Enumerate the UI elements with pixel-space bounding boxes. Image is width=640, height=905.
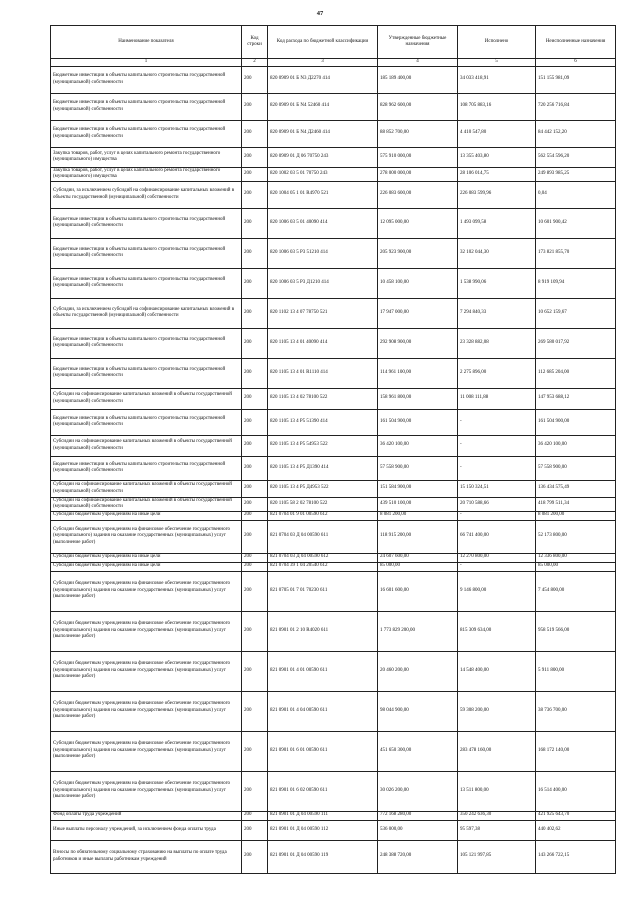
row-executed-amount: 95 597,38 bbox=[458, 820, 536, 840]
row-budget-classification: 820 1006 03 5 P3 Д1210 414 bbox=[268, 268, 378, 298]
row-executed-amount: 20 710 588,66 bbox=[458, 497, 536, 511]
table-row bbox=[51, 731, 616, 771]
row-budget-classification: 820 1105 13 4 P5 Д4953 522 bbox=[268, 480, 378, 497]
row-executed-amount: 34 033 418,91 bbox=[458, 66, 536, 93]
row-budget-classification: 821 0901 01 4 01 00590 611 bbox=[268, 651, 378, 691]
row-unexecuted-amount: 85 000,00 bbox=[536, 562, 616, 571]
row-indicator-name: Бюджетные инвестиции в объекты капитального строительства государственной (муниципальной) собственности bbox=[51, 93, 242, 120]
row-approved-amount: 16 601 600,00 bbox=[378, 571, 458, 611]
row-budget-classification: 820 1105 58 2 02 78100 522 bbox=[268, 497, 378, 511]
table-row bbox=[51, 651, 616, 691]
row-unexecuted-amount: 958 519 566,00 bbox=[536, 611, 616, 651]
row-approved-amount: 536 000,00 bbox=[378, 820, 458, 840]
row-budget-classification: 821 0901 01 Д 04 00590 119 bbox=[268, 840, 378, 873]
row-indicator-name: Фонд оплаты труда учреждений bbox=[51, 811, 242, 820]
row-budget-classification: 821 0901 01 Д 04 00590 112 bbox=[268, 820, 378, 840]
row-budget-classification: 820 1002 03 5 01 70750 243 bbox=[268, 167, 378, 181]
table-row bbox=[51, 120, 616, 147]
row-line-code: 200 bbox=[242, 771, 268, 811]
row-unexecuted-amount: 12 336 800,00 bbox=[536, 553, 616, 562]
header-approved: Утвержденные бюджетные назначения bbox=[378, 26, 458, 59]
row-indicator-name: Субсидии бюджетным учреждениям на финансовое обеспечение государственного (муниципального) задания на оказание государственных (муниципальных) услуг (выполнение работ) bbox=[51, 611, 242, 651]
row-line-code: 200 bbox=[242, 456, 268, 480]
row-budget-classification: 820 1105 13 4 P5 Д1390 414 bbox=[268, 456, 378, 480]
row-budget-classification: 820 1105 13 4 P5 51390 414 bbox=[268, 409, 378, 435]
table-row bbox=[51, 93, 616, 120]
header-row bbox=[51, 26, 616, 59]
table-row bbox=[51, 497, 616, 511]
row-approved-amount: 248 388 720,00 bbox=[378, 840, 458, 873]
row-unexecuted-amount: 52 173 800,00 bbox=[536, 520, 616, 553]
table-row bbox=[51, 435, 616, 456]
row-budget-classification: 820 0909 01 Д 06 70750 243 bbox=[268, 147, 378, 167]
row-budget-classification: 820 0909 01 Б N4 52460 414 bbox=[268, 93, 378, 120]
column-number: 1 bbox=[51, 59, 242, 67]
table-row bbox=[51, 208, 616, 238]
row-executed-amount: - bbox=[458, 435, 536, 456]
row-indicator-name: Взносы по обязательному социальному страхованию на выплаты по оплате труда работников и иные выплаты работникам учреждений bbox=[51, 840, 242, 873]
row-executed-amount: 105 121 997,85 bbox=[458, 840, 536, 873]
row-budget-classification: 820 1105 13 4 P5 54953 522 bbox=[268, 435, 378, 456]
table-row bbox=[51, 167, 616, 181]
row-indicator-name: Субсидии бюджетным учреждениям на иные цели bbox=[51, 553, 242, 562]
row-unexecuted-amount: 36 420 100,00 bbox=[536, 435, 616, 456]
row-line-code: 200 bbox=[242, 562, 268, 571]
row-approved-amount: 114 961 100,00 bbox=[378, 358, 458, 388]
row-line-code: 200 bbox=[242, 238, 268, 268]
row-approved-amount: 12 095 000,00 bbox=[378, 208, 458, 238]
row-unexecuted-amount: 5 911 800,00 bbox=[536, 651, 616, 691]
row-unexecuted-amount: 269 580 017,92 bbox=[536, 328, 616, 358]
table-body bbox=[51, 66, 616, 873]
row-executed-amount: 28 106 014,75 bbox=[458, 167, 536, 181]
row-approved-amount: 451 650 300,00 bbox=[378, 731, 458, 771]
row-indicator-name: Бюджетные инвестиции в объекты капитального строительства государственной (муниципальной) собственности bbox=[51, 456, 242, 480]
row-executed-amount: - bbox=[458, 456, 536, 480]
row-unexecuted-amount: 8 081 200,00 bbox=[536, 511, 616, 520]
row-budget-classification: 820 0909 01 Б N3 Д2270 414 bbox=[268, 66, 378, 93]
row-unexecuted-amount: 440 402,62 bbox=[536, 820, 616, 840]
row-line-code: 200 bbox=[242, 731, 268, 771]
row-budget-classification: 820 1006 03 5 01 40090 414 bbox=[268, 208, 378, 238]
header-executed: Исполнено bbox=[458, 26, 536, 59]
row-budget-classification: 821 0704 03 Д 04 00590 612 bbox=[268, 553, 378, 562]
row-unexecuted-amount: 8 919 109,94 bbox=[536, 268, 616, 298]
row-approved-amount: 1 773 829 200,00 bbox=[378, 611, 458, 651]
table-row bbox=[51, 456, 616, 480]
row-indicator-name: Субсидии на софинансирование капитальных вложений в объекты государственной (муниципальной) собственности bbox=[51, 435, 242, 456]
table-row bbox=[51, 820, 616, 840]
row-indicator-name: Субсидии бюджетным учреждениям на иные цели bbox=[51, 511, 242, 520]
table-row bbox=[51, 520, 616, 553]
row-line-code: 200 bbox=[242, 93, 268, 120]
row-executed-amount: 66 741 400,00 bbox=[458, 520, 536, 553]
row-unexecuted-amount: 720 256 716,84 bbox=[536, 93, 616, 120]
row-approved-amount: 439 510 100,00 bbox=[378, 497, 458, 511]
header-unexecuted: Неисполненные назначения bbox=[536, 26, 616, 59]
row-line-code: 200 bbox=[242, 388, 268, 409]
table-row bbox=[51, 298, 616, 328]
row-indicator-name: Субсидии, за исключением субсидий на софинансирование капитальных вложений в объекты государственной (муниципальной) собственности bbox=[51, 181, 242, 208]
column-number: 4 bbox=[378, 59, 458, 67]
row-approved-amount: 24 607 600,00 bbox=[378, 553, 458, 562]
row-indicator-name: Субсидии бюджетным учреждениям на финансовое обеспечение государственного (муниципального) задания на оказание государственных (муниципальных) услуг (выполнение работ) bbox=[51, 571, 242, 611]
row-unexecuted-amount: 161 504 900,00 bbox=[536, 409, 616, 435]
row-line-code: 200 bbox=[242, 840, 268, 873]
table-row bbox=[51, 840, 616, 873]
row-indicator-name: Субсидии, за исключением субсидий на софинансирование капитальных вложений в объекты государственной (муниципальной) собственности bbox=[51, 298, 242, 328]
row-indicator-name: Субсидии на софинансирование капитальных вложений в объекты государственной (муниципальной) собственности bbox=[51, 480, 242, 497]
row-indicator-name: Субсидии бюджетным учреждениям на финансовое обеспечение государственного (муниципального) задания на оказание государственных (муниципальных) услуг (выполнение работ) bbox=[51, 691, 242, 731]
row-approved-amount: 118 915 200,00 bbox=[378, 520, 458, 553]
row-approved-amount: 185 189 400,00 bbox=[378, 66, 458, 93]
row-approved-amount: 57 558 900,00 bbox=[378, 456, 458, 480]
column-number: 3 bbox=[268, 59, 378, 67]
row-indicator-name: Субсидии на софинансирование капитальных вложений в объекты государственной (муниципальной) собственности bbox=[51, 497, 242, 511]
table-row bbox=[51, 691, 616, 731]
table-row bbox=[51, 811, 616, 820]
row-indicator-name: Бюджетные инвестиции в объекты капитального строительства государственной (муниципальной) собственности bbox=[51, 208, 242, 238]
row-budget-classification: 821 0704 39 1 04 20540 612 bbox=[268, 562, 378, 571]
row-approved-amount: 278 000 000,00 bbox=[378, 167, 458, 181]
table-row bbox=[51, 268, 616, 298]
row-unexecuted-amount: 84 442 152,20 bbox=[536, 120, 616, 147]
row-approved-amount: 85 000,00 bbox=[378, 562, 458, 571]
row-indicator-name: Субсидии бюджетным учреждениям на финансовое обеспечение государственного (муниципального) задания на оказание государственных (муниципальных) услуг (выполнение работ) bbox=[51, 771, 242, 811]
row-budget-classification: 820 1102 13 4 07 78750 521 bbox=[268, 298, 378, 328]
table-row bbox=[51, 562, 616, 571]
row-unexecuted-amount: 418 799 511,34 bbox=[536, 497, 616, 511]
row-unexecuted-amount: 16 514 400,00 bbox=[536, 771, 616, 811]
row-line-code: 200 bbox=[242, 435, 268, 456]
row-approved-amount: 151 584 900,00 bbox=[378, 480, 458, 497]
row-executed-amount: 1 538 990,06 bbox=[458, 268, 536, 298]
row-indicator-name: Бюджетные инвестиции в объекты капитального строительства государственной (муниципальной) собственности bbox=[51, 66, 242, 93]
row-executed-amount: 15 150 324,51 bbox=[458, 480, 536, 497]
row-approved-amount: 10 458 100,00 bbox=[378, 268, 458, 298]
row-indicator-name: Субсидии бюджетным учреждениям на иные цели bbox=[51, 562, 242, 571]
row-line-code: 200 bbox=[242, 511, 268, 520]
table-row bbox=[51, 181, 616, 208]
row-executed-amount: 7 294 840,33 bbox=[458, 298, 536, 328]
table-row bbox=[51, 358, 616, 388]
row-approved-amount: 828 962 600,00 bbox=[378, 93, 458, 120]
row-line-code: 200 bbox=[242, 120, 268, 147]
row-executed-amount: 815 309 634,00 bbox=[458, 611, 536, 651]
page-number: 47 bbox=[316, 10, 324, 17]
row-unexecuted-amount: 168 172 140,00 bbox=[536, 731, 616, 771]
row-indicator-name: Бюджетные инвестиции в объекты капитального строительства государственной (муниципальной) собственности bbox=[51, 409, 242, 435]
row-line-code: 200 bbox=[242, 691, 268, 731]
header-budget-classification: Код расхода по бюджетной классификации bbox=[268, 26, 378, 59]
row-executed-amount: 11 008 111,88 bbox=[458, 388, 536, 409]
row-line-code: 200 bbox=[242, 298, 268, 328]
column-number-row bbox=[51, 59, 616, 67]
row-budget-classification: 821 0901 01 6 02 00590 611 bbox=[268, 771, 378, 811]
row-approved-amount: 292 908 900,00 bbox=[378, 328, 458, 358]
row-line-code: 200 bbox=[242, 571, 268, 611]
row-line-code: 200 bbox=[242, 66, 268, 93]
row-line-code: 200 bbox=[242, 811, 268, 820]
row-indicator-name: Бюджетные инвестиции в объекты капитального строительства государственной (муниципальной) собственности bbox=[51, 328, 242, 358]
row-unexecuted-amount: 112 685 204,00 bbox=[536, 358, 616, 388]
row-approved-amount: 88 852 700,00 bbox=[378, 120, 458, 147]
row-approved-amount: 98 044 900,00 bbox=[378, 691, 458, 731]
table-row bbox=[51, 611, 616, 651]
row-executed-amount: 1 493 099,58 bbox=[458, 208, 536, 238]
row-approved-amount: 575 910 000,00 bbox=[378, 147, 458, 167]
row-line-code: 200 bbox=[242, 497, 268, 511]
row-indicator-name: Субсидии бюджетным учреждениям на финансовое обеспечение государственного (муниципального) задания на оказание государственных (муниципальных) услуг (выполнение работ) bbox=[51, 520, 242, 553]
row-indicator-name: Бюджетные инвестиции в объекты капитального строительства государственной (муниципальной) собственности bbox=[51, 268, 242, 298]
row-approved-amount: 205 923 900,00 bbox=[378, 238, 458, 268]
table-row bbox=[51, 571, 616, 611]
row-unexecuted-amount: 147 953 688,12 bbox=[536, 388, 616, 409]
row-line-code: 200 bbox=[242, 651, 268, 691]
row-budget-classification: 820 1105 13 4 01 R1110 414 bbox=[268, 358, 378, 388]
row-approved-amount: 36 420 100,00 bbox=[378, 435, 458, 456]
row-executed-amount: 14 548 400,00 bbox=[458, 651, 536, 691]
row-approved-amount: 17 947 000,00 bbox=[378, 298, 458, 328]
row-unexecuted-amount: 7 454 800,00 bbox=[536, 571, 616, 611]
row-line-code: 200 bbox=[242, 167, 268, 181]
row-line-code: 200 bbox=[242, 520, 268, 553]
column-number: 6 bbox=[536, 59, 616, 67]
row-line-code: 200 bbox=[242, 147, 268, 167]
row-budget-classification: 821 0901 01 4 04 00590 611 bbox=[268, 691, 378, 731]
table-row bbox=[51, 553, 616, 562]
row-line-code: 200 bbox=[242, 358, 268, 388]
row-approved-amount: 158 961 800,00 bbox=[378, 388, 458, 409]
row-executed-amount: - bbox=[458, 511, 536, 520]
table-row bbox=[51, 480, 616, 497]
row-unexecuted-amount: 151 155 981,09 bbox=[536, 66, 616, 93]
row-executed-amount: 13 511 800,00 bbox=[458, 771, 536, 811]
row-executed-amount: 226 083 599,96 bbox=[458, 181, 536, 208]
table-row bbox=[51, 409, 616, 435]
row-executed-amount: 13 355 403,80 bbox=[458, 147, 536, 167]
row-unexecuted-amount: 562 554 596,20 bbox=[536, 147, 616, 167]
row-indicator-name: Закупка товаров, работ, услуг в целях капитального ремонта государственного (муниципального) имущества bbox=[51, 167, 242, 181]
column-number: 5 bbox=[458, 59, 536, 67]
row-executed-amount: 108 705 883,16 bbox=[458, 93, 536, 120]
row-unexecuted-amount: 10 652 159,67 bbox=[536, 298, 616, 328]
row-unexecuted-amount: 249 893 985,25 bbox=[536, 167, 616, 181]
row-executed-amount: 12 270 800,00 bbox=[458, 553, 536, 562]
row-line-code: 200 bbox=[242, 268, 268, 298]
row-indicator-name: Субсидии бюджетным учреждениям на финансовое обеспечение государственного (муниципального) задания на оказание государственных (муниципальных) услуг (выполнение работ) bbox=[51, 651, 242, 691]
column-number: 2 bbox=[242, 59, 268, 67]
row-line-code: 200 bbox=[242, 208, 268, 238]
row-approved-amount: 161 504 900,00 bbox=[378, 409, 458, 435]
table-row bbox=[51, 511, 616, 520]
row-budget-classification: 821 0901 01 2 10 R4020 611 bbox=[268, 611, 378, 651]
row-executed-amount: 2 275 896,00 bbox=[458, 358, 536, 388]
row-executed-amount: 23 328 882,08 bbox=[458, 328, 536, 358]
row-line-code: 200 bbox=[242, 480, 268, 497]
row-indicator-name: Бюджетные инвестиции в объекты капитального строительства государственной (муниципальной) собственности bbox=[51, 238, 242, 268]
row-line-code: 200 bbox=[242, 181, 268, 208]
row-unexecuted-amount: 421 925 643,70 bbox=[536, 811, 616, 820]
row-approved-amount: 30 026 200,00 bbox=[378, 771, 458, 811]
table-row bbox=[51, 328, 616, 358]
row-budget-classification: 821 0705 01 7 01 70230 611 bbox=[268, 571, 378, 611]
row-budget-classification: 821 0704 03 Д 04 00590 611 bbox=[268, 520, 378, 553]
row-unexecuted-amount: 136 434 575,49 bbox=[536, 480, 616, 497]
row-indicator-name: Субсидии на софинансирование капитальных вложений в объекты государственной (муниципальной) собственности bbox=[51, 388, 242, 409]
header-line-code: Код строки bbox=[242, 26, 268, 59]
row-budget-classification: 820 1006 03 5 P3 51210 414 bbox=[268, 238, 378, 268]
row-line-code: 200 bbox=[242, 553, 268, 562]
row-executed-amount: 59 308 200,00 bbox=[458, 691, 536, 731]
row-unexecuted-amount: 57 558 900,00 bbox=[536, 456, 616, 480]
row-executed-amount: 283 478 160,00 bbox=[458, 731, 536, 771]
row-executed-amount: - bbox=[458, 562, 536, 571]
row-line-code: 200 bbox=[242, 611, 268, 651]
row-indicator-name: Бюджетные инвестиции в объекты капитального строительства государственной (муниципальной) собственности bbox=[51, 120, 242, 147]
row-executed-amount: 350 242 636,30 bbox=[458, 811, 536, 820]
table-row bbox=[51, 238, 616, 268]
row-approved-amount: 772 168 280,00 bbox=[378, 811, 458, 820]
row-unexecuted-amount: 143 266 722,15 bbox=[536, 840, 616, 873]
table-row bbox=[51, 66, 616, 93]
table-row bbox=[51, 147, 616, 167]
row-unexecuted-amount: 10 601 900,42 bbox=[536, 208, 616, 238]
row-unexecuted-amount: 0,04 bbox=[536, 181, 616, 208]
row-line-code: 200 bbox=[242, 328, 268, 358]
row-budget-classification: 821 0704 01 9 01 00590 612 bbox=[268, 511, 378, 520]
row-indicator-name: Бюджетные инвестиции в объекты капитального строительства государственной (муниципальной) собственности bbox=[51, 358, 242, 388]
row-indicator-name: Закупка товаров, работ, услуг в целях капитального ремонта государственного (муниципального) имущества bbox=[51, 147, 242, 167]
row-approved-amount: 8 081 200,00 bbox=[378, 511, 458, 520]
row-budget-classification: 821 0901 01 Д 04 00590 111 bbox=[268, 811, 378, 820]
row-budget-classification: 820 1004 05 1 01 R4970 521 bbox=[268, 181, 378, 208]
row-budget-classification: 820 1105 13 4 02 78100 522 bbox=[268, 388, 378, 409]
row-executed-amount: - bbox=[458, 409, 536, 435]
row-budget-classification: 821 0901 01 6 01 00590 611 bbox=[268, 731, 378, 771]
row-executed-amount: 32 102 044,30 bbox=[458, 238, 536, 268]
row-line-code: 200 bbox=[242, 820, 268, 840]
row-line-code: 200 bbox=[242, 409, 268, 435]
row-budget-classification: 820 1105 13 4 01 40090 414 bbox=[268, 328, 378, 358]
row-indicator-name: Субсидии бюджетным учреждениям на финансовое обеспечение государственного (муниципального) задания на оказание государственных (муниципальных) услуг (выполнение работ) bbox=[51, 731, 242, 771]
row-unexecuted-amount: 173 821 855,70 bbox=[536, 238, 616, 268]
row-executed-amount: 4 410 547,80 bbox=[458, 120, 536, 147]
table-row bbox=[51, 388, 616, 409]
table-row bbox=[51, 771, 616, 811]
row-indicator-name: Иные выплаты персоналу учреждений, за исключением фонда оплаты труда bbox=[51, 820, 242, 840]
row-budget-classification: 820 0909 01 Б N4 Д2460 414 bbox=[268, 120, 378, 147]
row-approved-amount: 226 083 600,00 bbox=[378, 181, 458, 208]
header-indicator-name: Наименование показателя bbox=[51, 26, 242, 59]
row-executed-amount: 9 146 800,00 bbox=[458, 571, 536, 611]
row-approved-amount: 20 460 200,00 bbox=[378, 651, 458, 691]
budget-execution-table bbox=[50, 25, 616, 874]
row-unexecuted-amount: 38 736 700,00 bbox=[536, 691, 616, 731]
